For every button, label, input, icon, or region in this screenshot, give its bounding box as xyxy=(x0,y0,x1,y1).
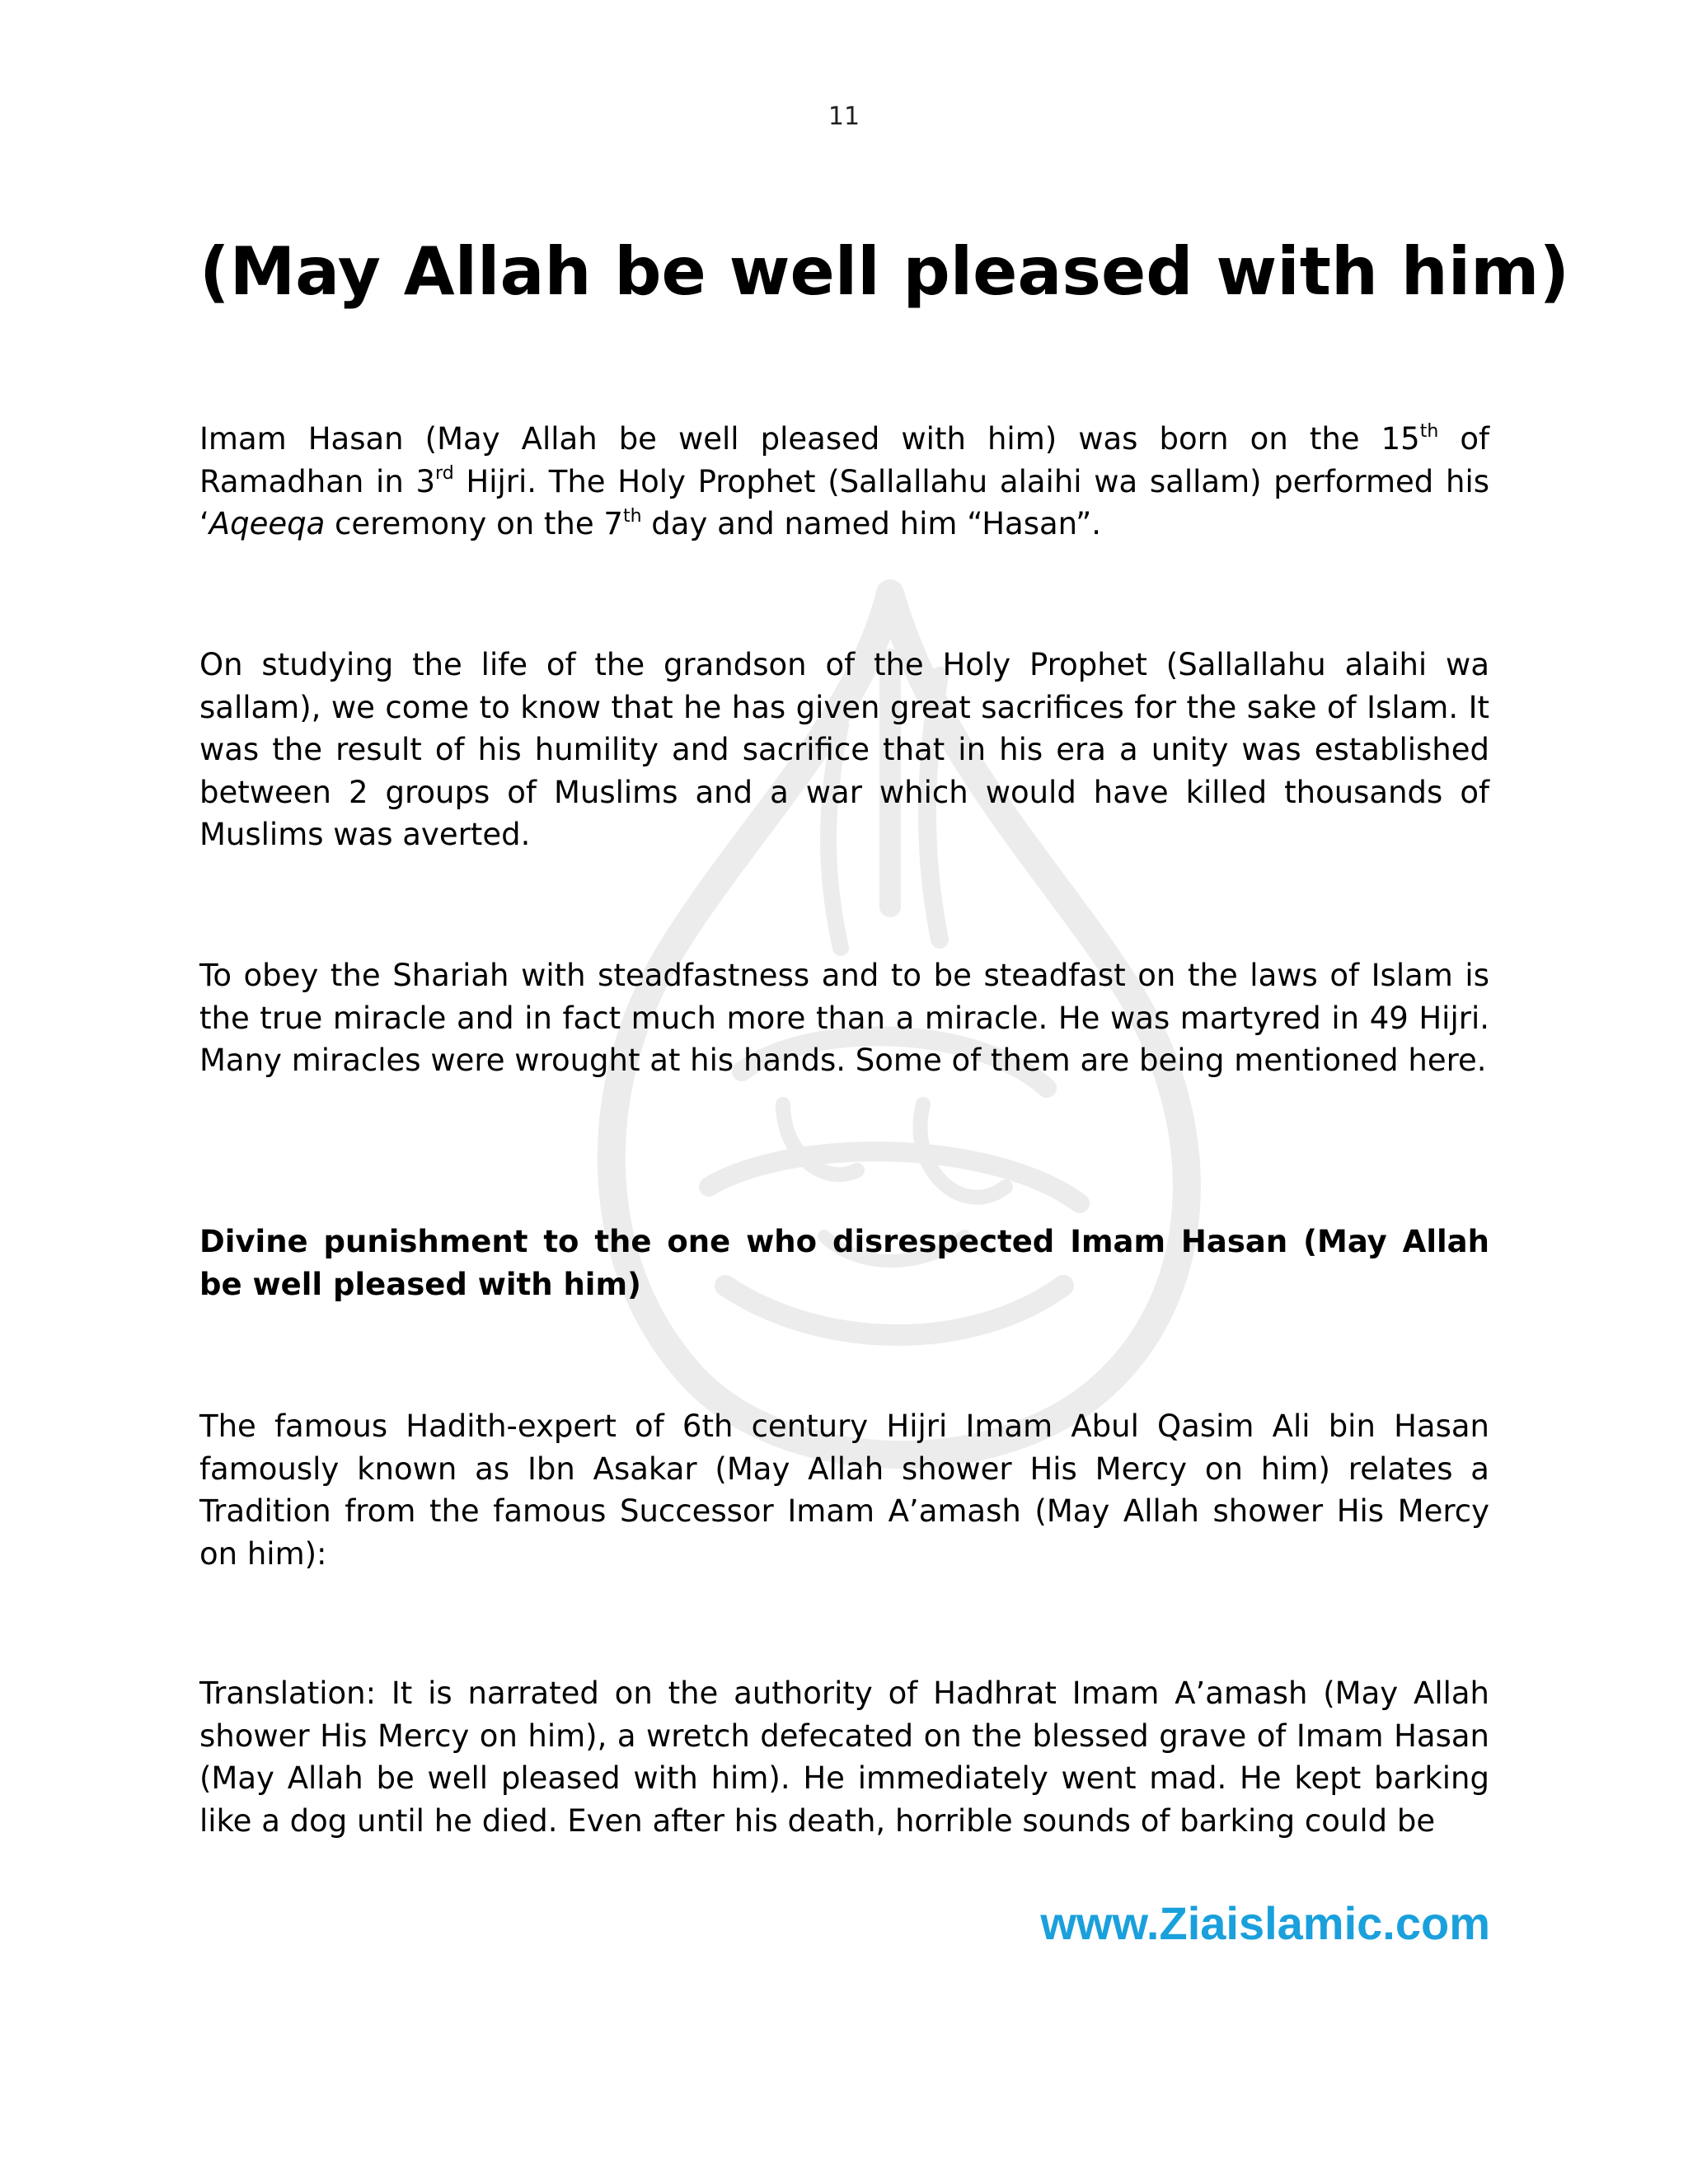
paragraph-birth xyxy=(199,418,1489,546)
section-subheading: Divine punishment to the one who disrespected Imam Hasan (May Allah be well pleased with him) xyxy=(199,1224,1489,1302)
ordinal-suffix: th xyxy=(1419,420,1439,442)
ordinal-suffix: th xyxy=(622,505,642,527)
paragraph-ibn-asakar: The famous Hadith-expert of 6th century Hijri Imam Abul Qasim Ali bin Hasan famously known as Ibn Asakar (May Allah shower His Mercy on him) relates a Tradition from the famous Successor Imam A’amash (May Allah shower His Mercy on him): xyxy=(199,1408,1489,1572)
paragraph-text: of Ramadhan in 3 xyxy=(199,421,1489,499)
paragraph-text: day and named him “Hasan”. xyxy=(641,506,1102,541)
paragraph-text: ceremony on the 7 xyxy=(325,506,623,541)
italic-term: Aqeeqa xyxy=(209,506,326,541)
paragraph-text: Hijri. The Holy Prophet (Sallallahu alaihi wa sallam) performed his ‘ xyxy=(199,463,1489,541)
paragraph-miracles: To obey the Shariah with steadfastness and to be steadfast on the laws of Islam is the true miracle and in fact much more than a miracle. He was martyred in 49 Hijri. Many miracles were wrought at his hands. Some of them are being mentioned here. xyxy=(199,958,1489,1078)
website-link[interactable]: www.Ziaislamic.com xyxy=(1040,1897,1490,1949)
ordinal-suffix: rd xyxy=(435,463,454,485)
page-title: (May Allah be well pleased with him) xyxy=(199,233,1570,310)
paragraph-translation: Translation: It is narrated on the authority of Hadhrat Imam A’amash (May Allah shower His Mercy on him), a wretch defecated on the blessed grave of Imam Hasan (May Allah be well pleased with him). He immediately went mad. He kept barking like a dog until he died. Even after his death, horrible sounds of barking could be xyxy=(199,1675,1489,1839)
page-number: 11 xyxy=(828,102,860,131)
paragraph-sacrifice: On studying the life of the grandson of the Holy Prophet (Sallallahu alaihi wa sallam), we come to know that he has given great sacrifices for the sake of Islam. It was the result of his humility and sacrifice that in his era a unity was established between 2 groups of Muslims and a war which would have killed thousands of Muslims was averted. xyxy=(199,647,1489,852)
paragraph-text: Imam Hasan (May Allah be well pleased with him) was born on the 15 xyxy=(199,421,1420,457)
